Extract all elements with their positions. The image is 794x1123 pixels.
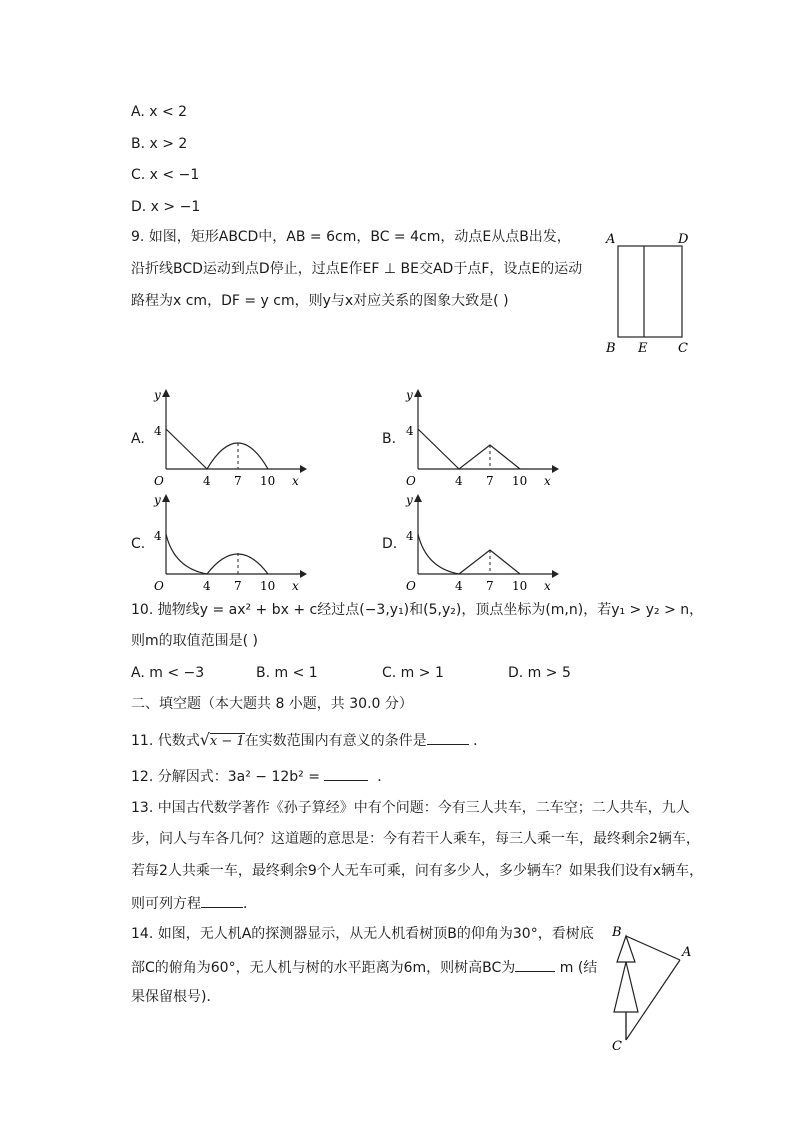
label-c: C <box>612 1039 622 1054</box>
q9-line1: 9. 如图，矩形ABCD中，AB = 6cm，BC = 4cm，动点E从点B出发， <box>131 229 571 245</box>
y-tick-4: 4 <box>154 424 162 438</box>
q14-line2-before: 部C的俯角为60°，无人机与树的水平距离为6m，则树高BC为 <box>131 960 516 976</box>
y-axis-label: y <box>154 493 161 507</box>
x-tick-7: 7 <box>486 579 494 593</box>
graph-a <box>150 385 310 490</box>
graph-c <box>150 490 310 595</box>
y-axis-label: y <box>406 493 413 507</box>
x-tick-4: 4 <box>455 474 463 488</box>
q11-before: 11. 代数式 <box>131 733 200 749</box>
q11-answer-blank[interactable] <box>427 730 469 745</box>
q12-end: ． <box>377 769 392 785</box>
label-c: C <box>678 341 688 356</box>
q8-option-c: C. x < −1 <box>131 167 200 183</box>
q14-answer-blank[interactable] <box>515 957 555 972</box>
sqrt-sign: √ <box>199 730 210 749</box>
q12 <box>131 766 391 786</box>
label-a: A <box>682 945 692 960</box>
x-tick-7: 7 <box>234 579 242 593</box>
x-axis-label: x <box>544 474 551 488</box>
q13-line1: 13. 中国古代数学著作《孙子算经》中有个问题：今有三人共车，二车空；二人共车，九人 <box>131 800 690 816</box>
y-axis-label: y <box>154 388 161 402</box>
graph-b <box>402 385 562 490</box>
graph-d-label: D. <box>382 536 398 552</box>
x-tick-4: 4 <box>203 474 211 488</box>
y-axis-label: y <box>406 388 413 402</box>
graph-c-label: C. <box>131 536 146 552</box>
x-axis-label: x <box>292 579 299 593</box>
x-tick-10: 10 <box>260 474 276 488</box>
q13-line2: 步，问人与车各几何？这道题的意思是：今有若干人乘车，每三人乘一车，最终剩余2辆车， <box>131 831 700 847</box>
q10-option-c: C. m > 1 <box>382 665 444 681</box>
q10-option-d: D. m > 5 <box>508 665 571 681</box>
q8-option-b: B. x > 2 <box>131 136 188 152</box>
x-axis-label: x <box>544 579 551 593</box>
origin-label: O <box>406 474 416 488</box>
q11-end: ． <box>473 733 488 749</box>
q10-line2: 则m的取值范围是( ) <box>131 633 259 649</box>
q14-line2 <box>131 957 597 977</box>
x-tick-7: 7 <box>234 474 242 488</box>
x-tick-10: 10 <box>260 579 276 593</box>
rectangle-abcd <box>618 246 682 337</box>
q13-line4 <box>131 893 257 913</box>
y-tick-4: 4 <box>406 529 414 543</box>
q14-line1: 14. 如图，无人机A的探测器显示，从无人机看树顶B的仰角为30°，看树底 <box>131 926 594 942</box>
x-tick-4: 4 <box>455 579 463 593</box>
q9-rectangle-figure <box>600 228 700 358</box>
q11-radicand: x − 1 <box>209 734 245 749</box>
graph-d <box>402 490 562 595</box>
q14-tree-figure <box>600 920 710 1060</box>
x-axis-label: x <box>292 474 299 488</box>
q13-line3: 若每2人共乘一车，最终剩余9个人无车可乘，问有多少人，多少辆车？如果我们设有x辆车， <box>131 863 704 879</box>
label-b: B <box>606 341 616 356</box>
x-tick-7: 7 <box>486 474 494 488</box>
q12-answer-blank[interactable] <box>324 766 368 781</box>
q13-answer-blank[interactable] <box>201 893 243 908</box>
graph-b-label: B. <box>382 431 397 447</box>
q11-after: 在实数范围内有意义的条件是 <box>244 733 427 749</box>
origin-label: O <box>406 579 416 593</box>
q14-line2-after: m (结 <box>559 960 598 976</box>
y-tick-4: 4 <box>154 529 162 543</box>
x-tick-4: 4 <box>203 579 211 593</box>
graph-a-label: A. <box>131 431 145 447</box>
label-e: E <box>638 341 648 356</box>
q10-option-b: B. m < 1 <box>256 665 318 681</box>
q9-line3: 路程为x cm，DF = y cm，则y与x对应关系的图象大致是( ) <box>131 293 509 309</box>
x-tick-10: 10 <box>512 474 528 488</box>
q11 <box>131 730 487 751</box>
y-tick-4: 4 <box>406 424 414 438</box>
label-b: B <box>612 925 622 940</box>
q10-option-a: A. m < −3 <box>131 665 205 681</box>
section2-heading: 二、填空题（本大题共 8 小题，共 30.0 分） <box>131 696 413 712</box>
origin-label: O <box>154 474 164 488</box>
label-a: A <box>606 232 616 247</box>
q13-line4-before: 则可列方程 <box>131 896 201 912</box>
q14-line3: 果保留根号)． <box>131 989 221 1005</box>
q10-line1: 10. 抛物线y = ax² + bx + c经过点(−3,y₁)和(5,y₂)，顶点坐标为(m,n)，若y₁ > y₂ > n， <box>131 602 704 618</box>
q8-option-a: A. x < 2 <box>131 104 188 120</box>
q8-option-d: D. x > −1 <box>131 199 201 215</box>
label-d: D <box>678 232 689 247</box>
q12-before: 12. 分解因式：3a² − 12b² = <box>131 769 325 785</box>
tree-bottom-triangle <box>614 962 638 1012</box>
x-tick-10: 10 <box>512 579 528 593</box>
line-ab <box>626 936 680 960</box>
q13-line4-end: ． <box>243 896 257 912</box>
q9-line2: 沿折线BCD运动到点D停止，过点E作EF ⊥ BE交AD于点F，设点E的运动 <box>131 261 583 277</box>
origin-label: O <box>154 579 164 593</box>
